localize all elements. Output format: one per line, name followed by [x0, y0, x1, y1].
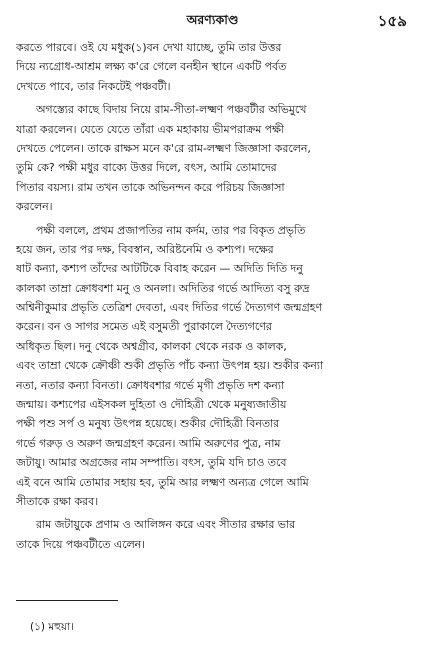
text-line: পক্ষী পশু সর্প ও মনুষ্য উৎপন্ন হয়েছে। শুকীর দৌহিত্রী বিনতার — [16, 417, 280, 431]
text-line: জটায়ু। আমার অগ্রজের নাম সম্পাতি। বৎস, তুমি যদি চাও তবে — [16, 456, 287, 470]
text-line: যাত্রা করলেন। যেতে যেতে তাঁরা এক মহাকায় ভীমপরাক্রম পক্ষী — [16, 122, 285, 136]
text-line: তুমি কে? পক্ষী মধুর বাক্যে উত্তর দিলে, বৎস, আমি তোমাদের — [16, 161, 277, 175]
text-line: এই বনে আমি তোমার সহায় হব, তুমি আর লক্ষ্মণ অন্যত্র গেলে আমি — [16, 475, 309, 489]
text-line: অশ্বিনীকুমার প্রভৃতি তেত্রিশ দেবতা, এবং দিতির গর্ভে দৈত্যগণ জন্মগ্রহণ — [16, 301, 322, 315]
text-line: ষাট কন্যা, কশ্যপ তাঁদের আটটিকে বিবাহ করেন — অদিতি দিতি দনু — [16, 262, 303, 276]
chapter-title: অরণ্যকাণ্ড — [186, 12, 239, 27]
text-line: দেখতে পেলেন। তাকে রাক্ষস মনে ক'রে রাম-লক্ষ্মণ জিজ্ঞাসা করলেন, — [16, 141, 311, 155]
paragraph — [16, 38, 408, 96]
paragraph — [16, 100, 408, 216]
paragraph — [16, 221, 408, 512]
text-line: নতা, নতার কন্যা বিনতা। ক্রোধবশার গর্ভে মৃগী প্রভৃতি দশ কন্যা — [16, 378, 285, 392]
text-line: করতে পারবে। ওই যে মধুক(১)বন দেখা যাচ্ছে, তুমি তার উত্তর — [16, 41, 282, 54]
text-line: জন্মায়। কশ্যপের এইসকল দুহিতা ও দৌহিত্রী থেকে মনুষ্যজাতীয় — [16, 398, 287, 412]
text-line: দিয়ে ন্যগ্রোধ-আশ্রম লক্ষ্য ক'রে গেলে বনহীন স্থানে একটি পর্বত — [16, 60, 287, 74]
text-line: তাকে দিয়ে পঞ্চবটীতে এলেন। — [16, 537, 146, 551]
text-line: সীতাকে রক্ষা করব। — [16, 494, 99, 508]
text-line: দেখতে পাবে, তার নিকটেই পঞ্চবটী। — [16, 79, 171, 93]
footnote: (১) মহুয়া। — [30, 621, 74, 633]
page-header — [18, 10, 407, 32]
text-line: হয়ে জন, তার পর দক্ষ, বিবস্বান, অরিষ্টনেমি ও কশ্যপ। দক্ষের — [16, 242, 274, 256]
text-line: গর্ভে গরুড় ও অরুণ জন্মগ্রহণ করেন। আমি অরুণের পুত্র, নাম — [16, 436, 281, 450]
paragraph — [16, 515, 408, 554]
footnote-rule — [16, 600, 118, 601]
text-line: রাম জটায়ুকে প্রণাম ও আলিঙ্গন করে এবং সীতার রক্ষার ভার — [36, 518, 296, 532]
text-line: পিতার বয়স্য। রাম তখন তাকে অভিনন্দন করে পরিচয় জিজ্ঞাসা — [16, 180, 285, 194]
text-line: করেন। বন ও সাগর সমেত এই বসুমতী পুরাকালে দৈত্যগণের — [16, 320, 272, 334]
text-line: পক্ষী বললে, প্রথম প্রজাপতির নাম কর্দম, তার পর বিকৃত প্রভৃতি — [36, 223, 306, 237]
page-number: ১৫৯ — [377, 12, 407, 30]
text-line: করলেন। — [16, 200, 53, 214]
text-line: অগস্ত্যের কাছে বিদায় নিয়ে রাম-সীতা-লক্ষ্মণ পঞ্চবটীর অভিমুখে — [36, 103, 307, 117]
text-line: এবং তাম্রা থেকে ক্রৌঞ্চী শুকী প্রভৃতি পাঁচ কন্যা উৎপন্ন হয়। শুকীর কন্যা — [16, 359, 324, 373]
body-text — [16, 38, 408, 554]
text-line: কালকা তাম্রা ক্রোধবশা মনু ও অনলা। অদিতির গর্ভে আদিত্য বসু রুদ্র — [16, 281, 310, 295]
text-line: অধিকৃত ছিল। দনু থেকে অশ্বগ্রীব, কালকা থেকে নরক ও কালক, — [16, 339, 287, 353]
